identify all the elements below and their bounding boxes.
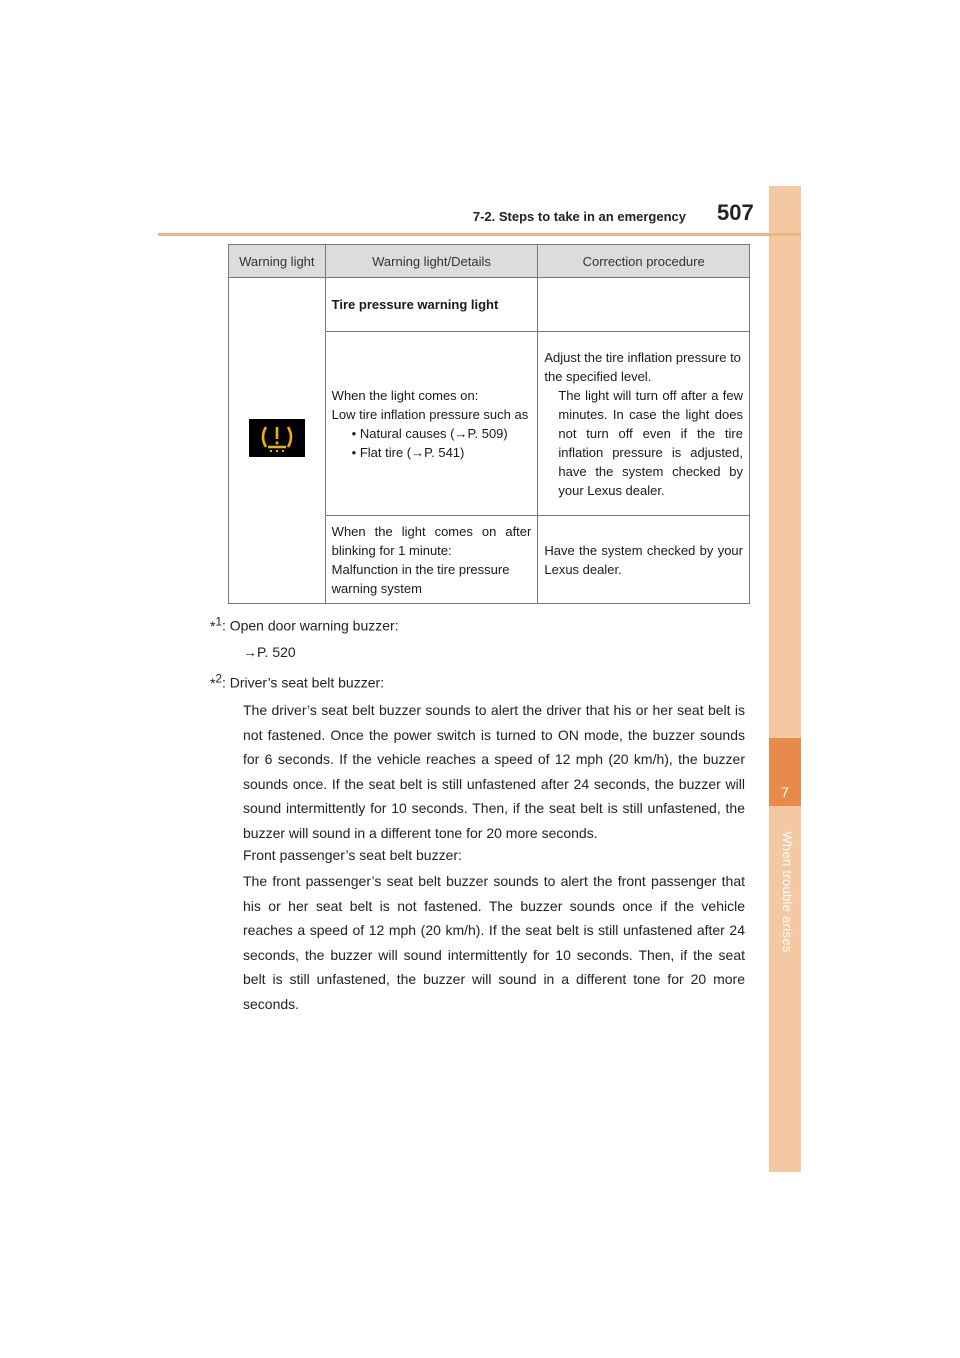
- chapter-number: 7: [781, 784, 789, 800]
- details-intro: When the light comes on:: [331, 387, 479, 403]
- footnote-2: [210, 667, 384, 695]
- procedure-cell: [538, 332, 750, 516]
- empty-cell: [538, 278, 750, 332]
- footnote-mark: *$^1$: [210, 615, 222, 634]
- details-line: Malfunction in the tire pressure warning system: [331, 561, 510, 596]
- bullet-natural: • Natural causes (→P. 509): [351, 425, 508, 441]
- passenger-belt-title: Front passenger’s seat belt buzzer:: [243, 847, 462, 863]
- footnote-label: : Open door warning buzzer:: [221, 617, 399, 634]
- bullet-flat: • Flat tire (→P. 541): [351, 444, 465, 460]
- table-row: [229, 278, 750, 332]
- row-title: Tire pressure warning light: [325, 278, 538, 332]
- details-line: When the light comes on after blinking for 1 minute:: [331, 523, 532, 558]
- header-warning-light: Warning light: [229, 245, 326, 278]
- section-title: 7-2. Steps to take in an emergency: [472, 209, 686, 224]
- header-rule: [158, 233, 801, 236]
- tire-pressure-warning-icon: [249, 419, 305, 457]
- chapter-side-band: [769, 186, 801, 1172]
- header-correction: Correction procedure: [538, 245, 750, 278]
- footnote-1-ref: →P. 520: [243, 644, 296, 660]
- bullet-text: Natural causes (→P. 509): [359, 425, 508, 441]
- header-details: Warning light/Details: [325, 245, 538, 278]
- warning-light-table: [228, 244, 750, 604]
- driver-belt-paragraph: The driver’s seat belt buzzer sounds to alert the driver that his or her seat belt is not fastened. Once the power switch is turned to ON mode, the buzzer sounds for 6 seconds. If the vehicle reaches a speed of 12 mph (20 km/h), the buzzer sounds once. If the seat belt is still unfastened after 24 seconds, the buzzer will sound intermittently for 10 seconds. Then, if the seat belt is still unfastened, the buzzer will sound in a different tone for 20 more seconds.: [243, 702, 745, 841]
- footnote-label: : Driver’s seat belt buzzer:: [221, 674, 385, 691]
- icon-cell: [229, 278, 326, 604]
- details-cell: [325, 516, 538, 604]
- chapter-number-tab[interactable]: [769, 738, 801, 806]
- page-number: 507: [717, 200, 754, 225]
- chapter-title: When trouble arises: [780, 831, 795, 953]
- procedure-body: The light will turn off after a few minutes. In case the light does not turn off even if the tire inflation pressure is adjusted, have the system checked by your Lexus dealer.: [558, 387, 743, 498]
- footnote-mark: *$^2$: [210, 672, 222, 691]
- details-main: Low tire inflation pressure such as: [331, 406, 529, 422]
- table-header-row: [229, 245, 750, 278]
- procedure-cell: Have the system checked by your Lexus dealer.: [538, 516, 750, 604]
- details-cell: [325, 332, 538, 516]
- bullet-text: Flat tire (→P. 541): [359, 444, 465, 460]
- procedure-intro: Adjust the tire inflation pressure to the specified level.: [544, 349, 741, 384]
- passenger-belt-paragraph: The front passenger’s seat belt buzzer sounds to alert the front passenger that his or her seat belt is not fastened. The buzzer sounds once if the vehicle reaches a speed of 12 mph (20 km/h). If the seat belt is still unfastened after 24 seconds, the buzzer will sound intermittently for 10 seconds. Then, if the seat belt is still unfastened, the buzzer will sound in a different tone for 20 more seconds.: [243, 873, 745, 1012]
- footnote-1: [210, 610, 399, 638]
